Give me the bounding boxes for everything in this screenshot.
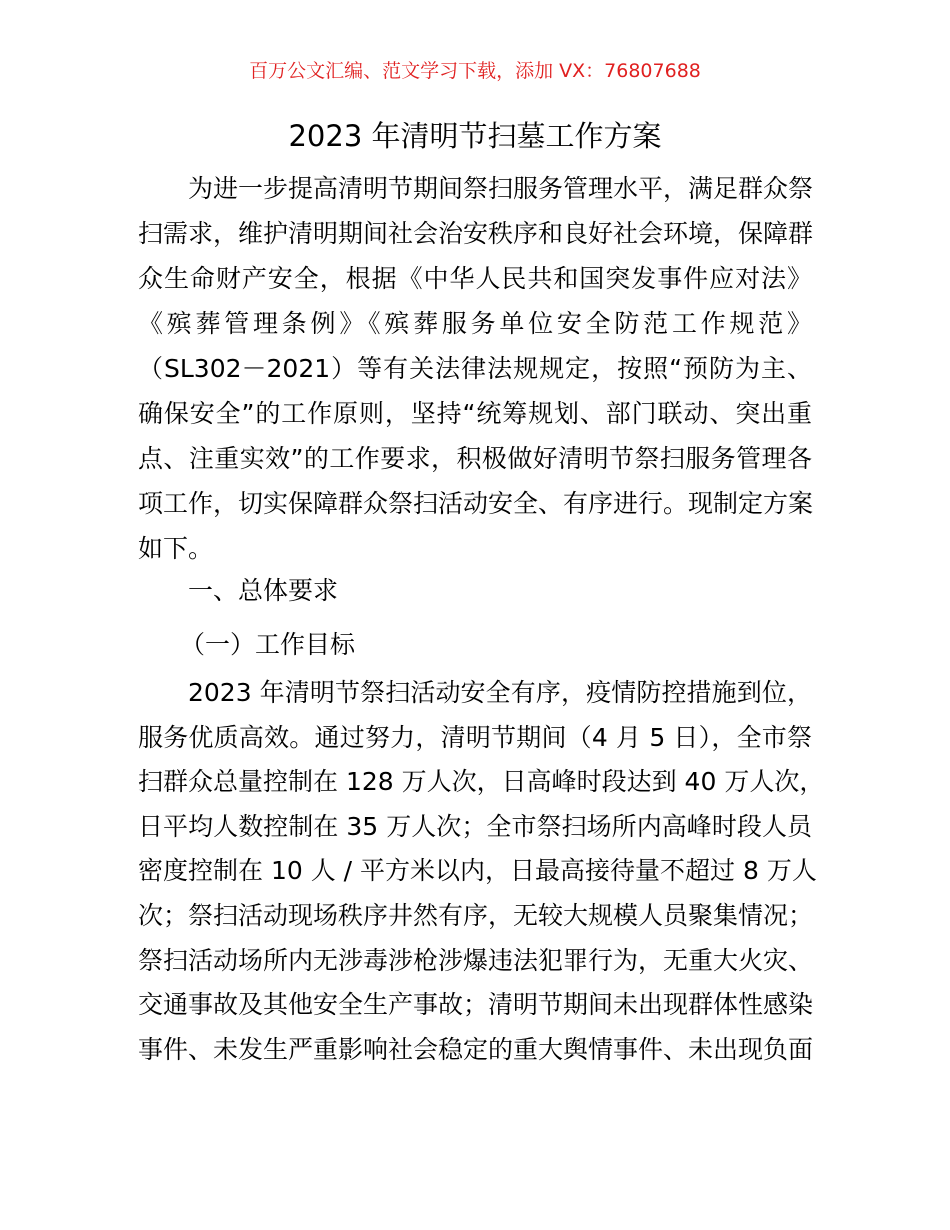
text-line: 日平均人数控制在 35 万人次；全市祭扫场所内高峰时段人员 xyxy=(138,811,812,841)
text-line: 确保安全”的工作原则，坚持“统筹规划、部门联动、突出重 xyxy=(138,399,812,428)
text-line: 点、注重实效”的工作要求，积极做好清明节祭扫服务管理各 xyxy=(138,444,812,473)
text-line: 如下。 xyxy=(138,534,214,563)
section-heading: 一、总体要求 xyxy=(188,576,339,605)
text-line: 次；祭扫活动现场秩序井然有序，无较大规模人员聚集情况； xyxy=(138,901,814,930)
text-line: 交通事故及其他安全生产事故；清明节期间未出现群体性感染 xyxy=(138,990,814,1020)
text-line: 为进一步提高清明节期间祭扫服务管理水平，满足群众祭 xyxy=(188,174,814,203)
text-line: 服务优质高效。通过努力，清明节期间（4 月 5 日），全市祭 xyxy=(138,722,812,752)
text-line: 项工作，切实保障群众祭扫活动安全、有序进行。现制定方案 xyxy=(138,489,814,518)
text-line: 众生命财产安全，根据《中华人民共和国突发事件应对法》 xyxy=(138,264,812,293)
text-line: 《殡葬管理条例》《殡葬服务单位安全防范工作规范》 xyxy=(138,309,812,338)
text-line: 2023 年清明节祭扫活动安全有序，疫情防控措施到位， xyxy=(188,678,812,707)
text-line: 扫群众总量控制在 128 万人次，日高峰时段达到 40 万人次， xyxy=(138,767,825,797)
text-line: （SL302－2021）等有关法律法规规定，按照“预防为主、 xyxy=(138,354,812,383)
text-line: 密度控制在 10 人 / 平方米以内，日最高接待量不超过 8 万人 xyxy=(138,856,817,886)
document-title: 2023 年清明节扫墓工作方案 xyxy=(288,119,662,153)
text-line: 祭扫活动场所内无涉毒涉枪涉爆违法犯罪行为，无重大火灾、 xyxy=(138,945,814,975)
text-line: 事件、未发生严重影响社会稳定的重大舆情事件、未出现负面 xyxy=(138,1034,814,1064)
subsection-heading: （一）工作目标 xyxy=(180,630,356,659)
watermark-banner: 百万公文汇编、范文学习下载，添加 VX：76807688 xyxy=(249,60,701,82)
text-line: 扫需求，维护清明期间社会治安秩序和良好社会环境，保障群 xyxy=(138,219,814,248)
